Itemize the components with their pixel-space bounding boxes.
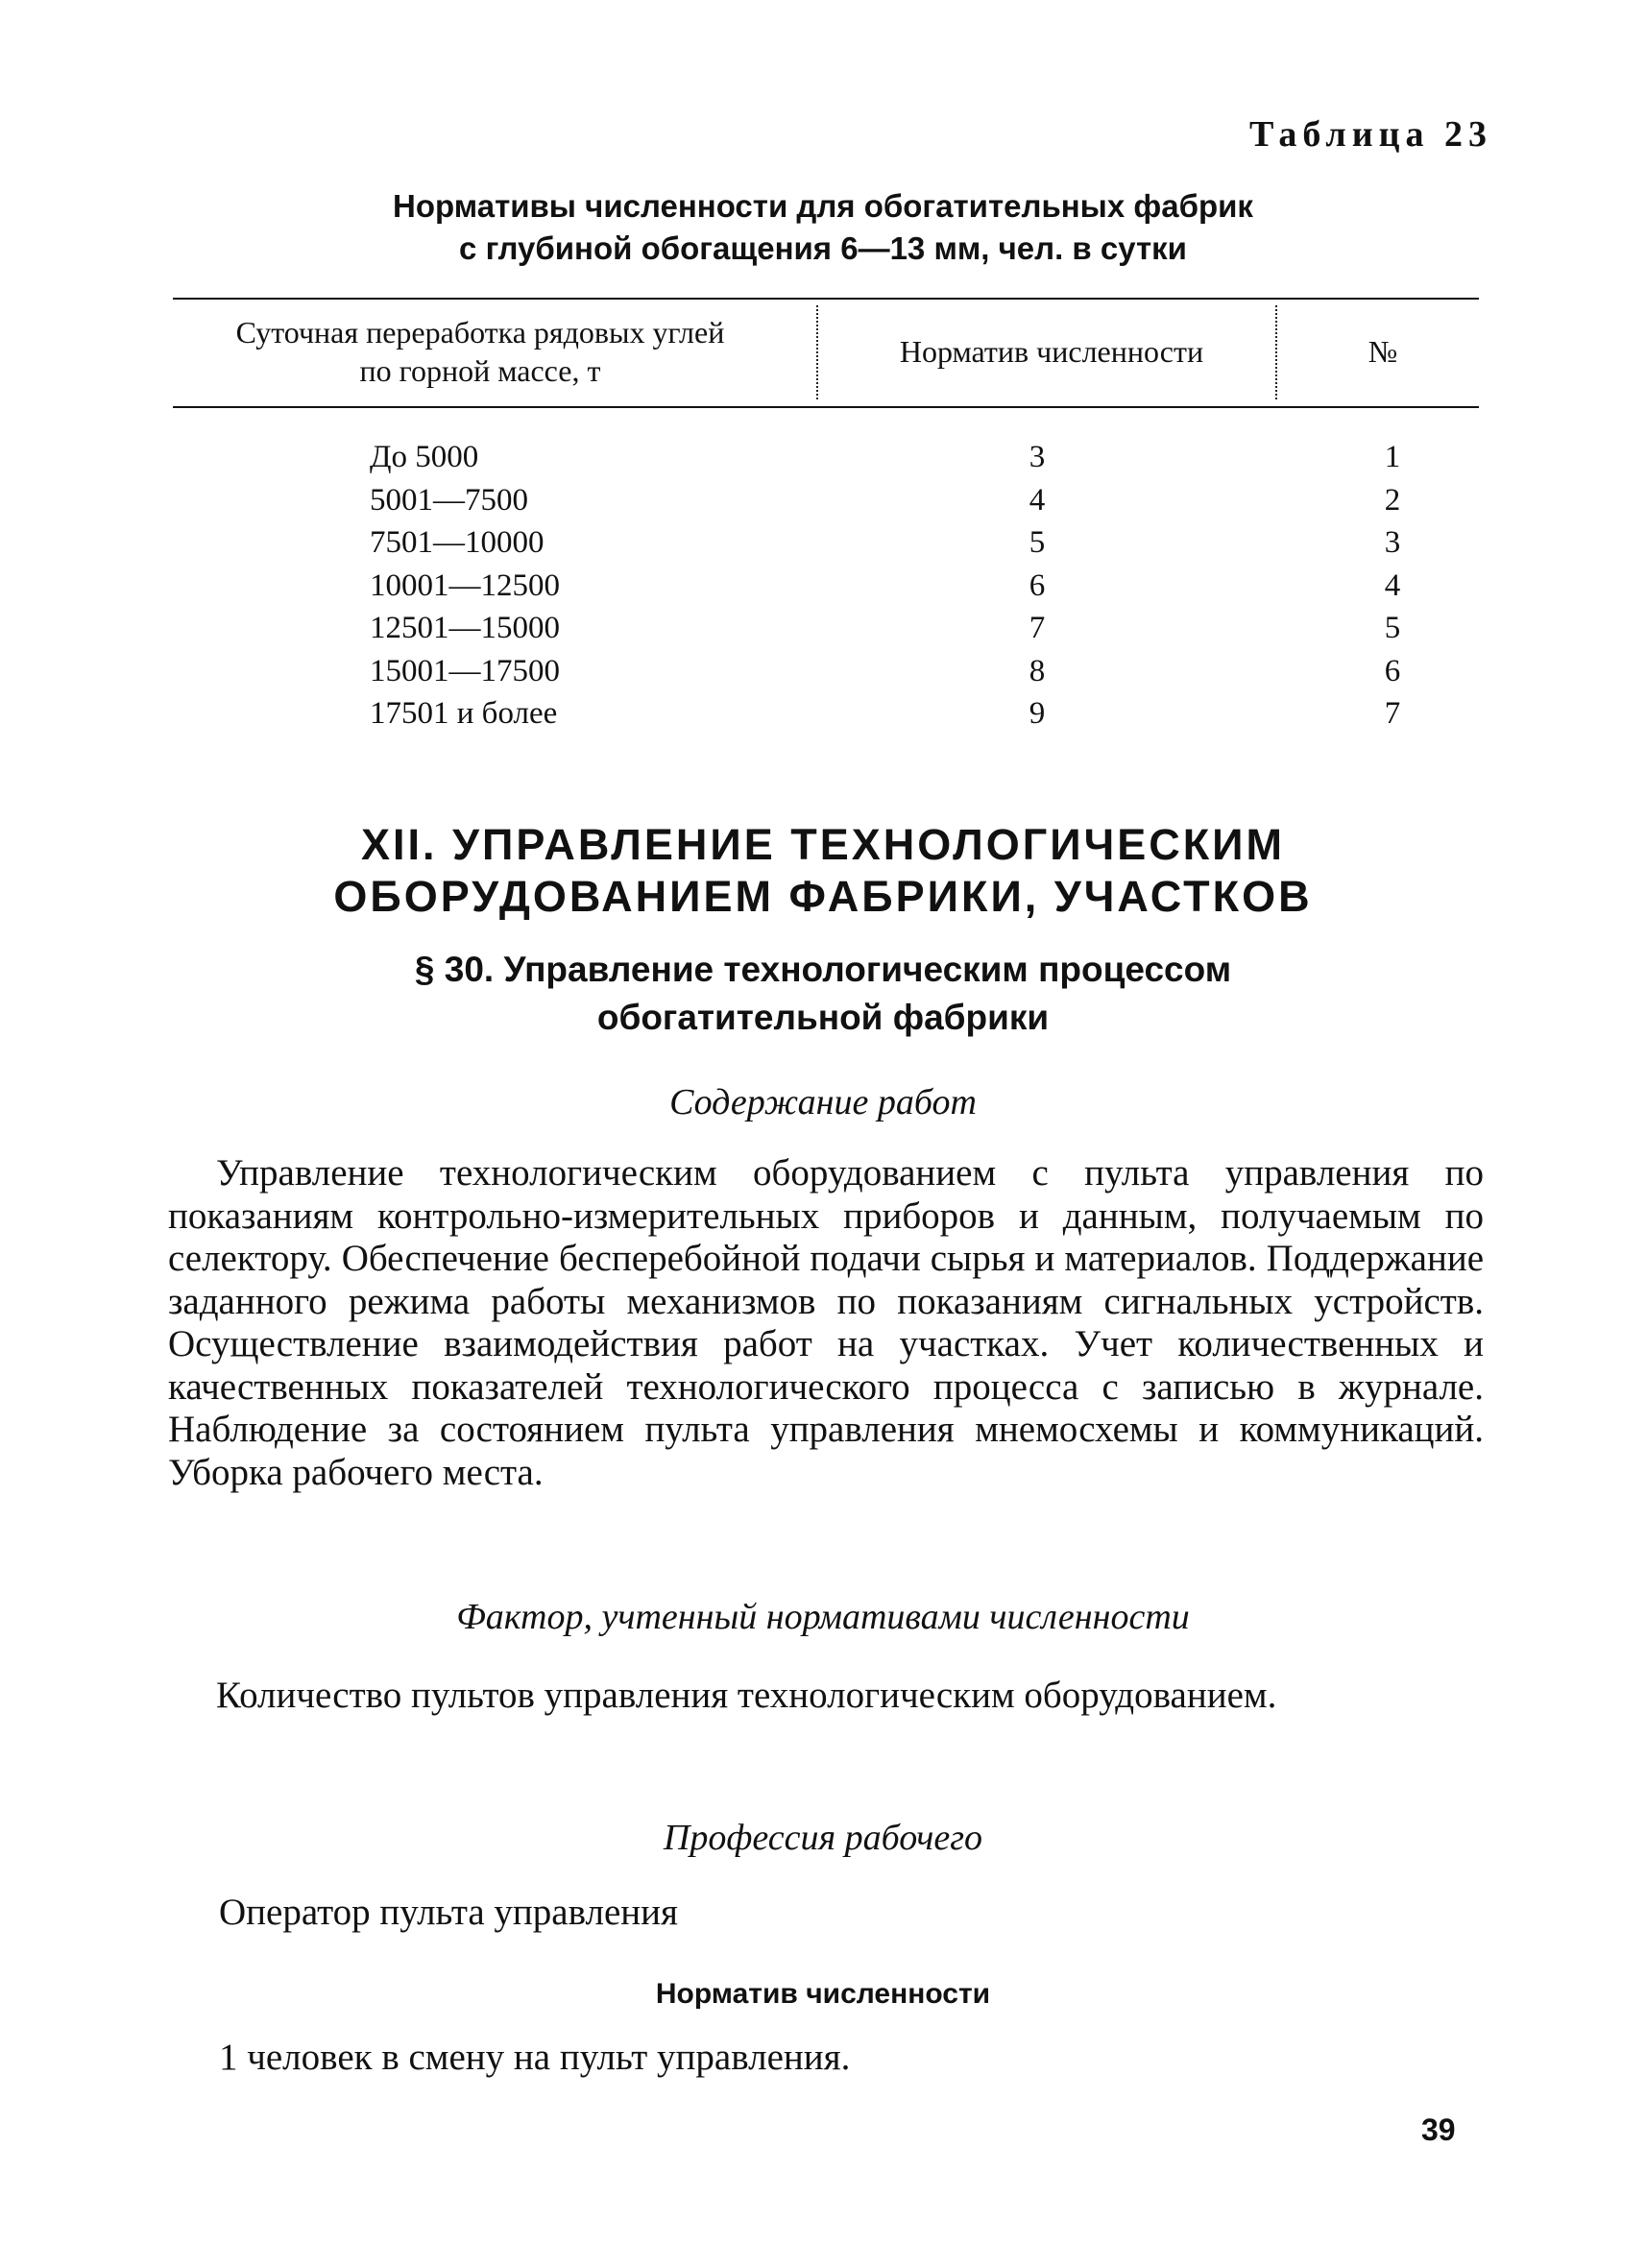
table-title-line-2: с глубиной обогащения 6—13 мм, чел. в сутки: [459, 230, 1187, 266]
cell-number: 3: [1384, 525, 1401, 560]
cell-throughput: 5001—7500: [370, 482, 528, 518]
cell-throughput: 7501—10000: [370, 525, 545, 560]
table-row: [0, 650, 1646, 693]
cell-norm: 3: [1029, 440, 1046, 474]
cell-norm: 6: [1029, 567, 1046, 603]
cell-throughput: 12501—15000: [370, 611, 560, 645]
cell-throughput: 10001—12500: [370, 567, 560, 603]
table-row: [0, 436, 1646, 479]
cell-number: 5: [1384, 611, 1401, 645]
table-header-throughput: [163, 313, 797, 390]
table-body: [0, 436, 1646, 736]
profession-heading: Профессия рабочего: [663, 1818, 983, 1858]
table-header-divider: [1275, 305, 1277, 399]
table-row: [0, 565, 1646, 608]
paragraph-title-line-1: § 30. Управление технологическим процессом: [414, 950, 1232, 989]
cell-number: 7: [1384, 696, 1401, 731]
table-row: [0, 521, 1646, 565]
profession-text: Оператор пульта управления: [219, 1892, 678, 1933]
factor-text: Количество пультов управления технологическим оборудованием.: [216, 1675, 1277, 1716]
table-title-line-1: Нормативы численности для обогатительных фабрик: [393, 188, 1253, 224]
chapter-title-line-1: XII. УПРАВЛЕНИЕ ТЕХНОЛОГИЧЕСКИМ: [361, 820, 1285, 869]
paragraph-title-line-2: обогатительной фабрики: [596, 998, 1050, 1037]
cell-norm: 4: [1029, 482, 1046, 518]
table-header-number: №: [1368, 334, 1398, 369]
table-header-rule: [173, 406, 1479, 408]
content-heading: Содержание работ: [669, 1082, 977, 1122]
factor-heading: Фактор, учтенный нормативами численности: [456, 1597, 1190, 1637]
norm-text: 1 человек в смену на пульт управления.: [219, 2037, 851, 2078]
table-row: [0, 607, 1646, 650]
table-label: Таблица 23: [1248, 114, 1492, 155]
cell-norm: 7: [1029, 611, 1046, 645]
table-header-divider: [816, 305, 818, 399]
content-text: Управление технологическим оборудованием с пульта управления по показаниям контрольно-измерительных приборов и данным, получаемым по селектору. Обеспечение бесперебойной подачи сырья и материалов. Поддержание заданного режима работы механизмов по показаниям сигнальных устройств. Осуществление взаимодействия работ на участках. Учет количественных и качественных показателей технологического процесса с записью в журнале. Наблюдение за состоянием пульта управления мнемосхемы и коммуникаций. Уборка рабочего места.: [168, 1152, 1484, 1493]
cell-number: 4: [1384, 567, 1401, 603]
cell-number: 1: [1384, 440, 1401, 474]
table-header-throughput-line-1: Суточная переработка рядовых углей: [235, 315, 725, 350]
cell-throughput: 17501 и более: [370, 696, 558, 731]
page-number: 39: [1421, 2112, 1456, 2147]
cell-norm: 5: [1029, 525, 1046, 560]
table-header-norm: Норматив численности: [899, 334, 1204, 369]
cell-number: 6: [1384, 653, 1401, 688]
cell-number: 2: [1384, 482, 1401, 518]
cell-norm: 9: [1029, 696, 1046, 731]
table-header-throughput-line-2: по горной массе, т: [359, 353, 601, 388]
cell-norm: 8: [1029, 653, 1046, 688]
cell-throughput: 15001—17500: [370, 653, 560, 688]
chapter-title-line-2: ОБОРУДОВАНИЕМ ФАБРИКИ, УЧАСТКОВ: [333, 872, 1313, 921]
table-top-rule: [173, 298, 1479, 300]
cell-throughput: До 5000: [370, 440, 479, 474]
table-row: [0, 692, 1646, 736]
norm-heading: Норматив численности: [655, 1978, 991, 2010]
table-row: [0, 479, 1646, 522]
